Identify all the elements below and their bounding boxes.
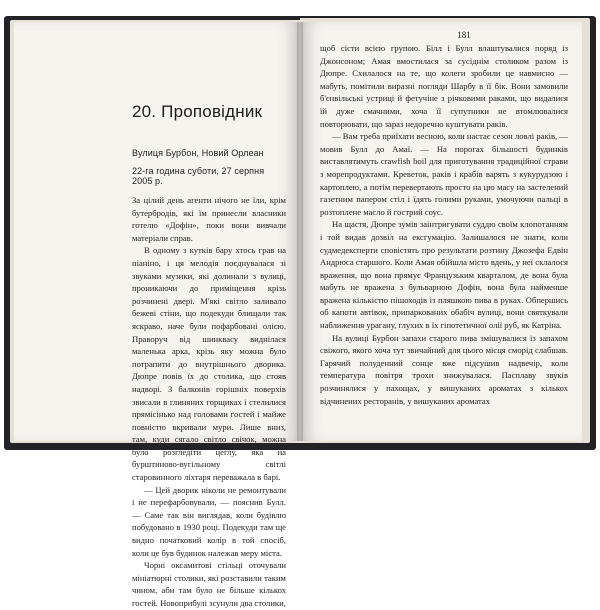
page-number: 181 (457, 30, 471, 40)
paragraph: Чорні оксамитові стільці оточували мініатюрні столики, які розставили таким чином, аби там було не більше кількох гостей. Новоприбулі зсунули два столики, (132, 560, 286, 608)
paragraph: На щастя, Дюпре зумів заінтригувати суддю своїм клопотанням і той видав дозвіл на ексгумацію. Залишалося не знати, коли судмедексперти сповістять про результати розтину Джозефа Едвін Андрюса старшого. Коли Амая обійшла місто вдень, у неї склалося враження, що вона прямує Французьким кварталом, де вона була мабуть не вражена з бульварною Дофін, вона була найменше вражена кількістю пішоходів із пляшкою пива в руках. Обпершись об капоти автівок, припаркованих обабіч вулиці, вони святкували наближення урагану, глухих в їх гіпотетичної олії руб, як Катріна. (320, 219, 568, 331)
paragraph: щоб сісти всією групою. Білл і Булл влаштувалися поряд із Джонсоном; Амая вмостилася за сусіднім столиком разом із Дюпре. Схилалося на те, що колеги зробили це навмисно — мабуть, помітили виразні погляди Шарбу в її бік. Вони замовили б'єнвільські устриці й фетучіне з річковими раками, що видалися їй дуже смачними, хоча її супутники не втомлювалися повторювати, що зараз недоречно куштувати раків. (320, 43, 568, 129)
paragraph: — Цей дворик ніколи не ремонтували і не перефарбовували, — пояснив Булл. — Саме так він виглядав, коли будівлю побудовано в 1930 році. Подекуди там ще видно початковий колір в той спосіб, коли це був будинок належав меру міста. (132, 484, 286, 558)
paragraph: — Вам треба приїхати весною, коли настає сезон ловлі раків, — мовив Булл до Амаї. — На порогах більшості будинків виставлятимуть crawfish boil для приготування традиційної страви з морепродуктами. Креветок, раків і крабів варять з кукурудзою і картоплею, а потім перевертають просто на цю масу на застелений газетним папером стіл і їдять голими руками, умочуючи пальці в розтоплене масло й гострий соус. (320, 131, 568, 217)
chapter-datetime: 22-га година суботи, 27 серпня 2005 р. (132, 166, 265, 186)
paragraph: За цілий день агенти нічого не їли, крім бутербродів, які їм принесли власники готелю «Дофін», поки вони вивчали матеріали справ. (132, 195, 286, 243)
left-page-body (132, 194, 286, 610)
book-spine-fold (297, 22, 303, 441)
right-page (300, 22, 582, 441)
chapter-location: Вулиця Бурбон, Новий Орлеан (132, 148, 264, 158)
paragraph: На вулиці Бурбон запахи старого пива змішувалися із запахом свіжого, якого хоча тут звичайний для цього місця сморід слабшав. Гарячий полуденний сонце вже підсушив надвечір, коли температура повітря трохи знижувалася. Пасплаву звуків розчинялися у пахощах, у вишуканих ароматах з кількох відчинених ресторанів, у вишуканих ароматах (320, 332, 568, 406)
right-page-body (320, 42, 568, 407)
chapter-title: 20. Проповідник (132, 102, 263, 121)
paragraph: В одному з кутків бару хтось грав на піаніно, і ця мелодія поєднувалася зі звуками музики, які долинали з вулиці, проникаючи до приміщення крізь розчинені двері. М'які світло заливало бежеві стіни, що подекуди блищали так яскраво, наче були пофарбовані олією. Праворуч від шинквасу виднілася маленька арка, крізь яку можна було потрапити до внутрішнього дворика. Дюпре повів їх до столика, що стояв надворі. З балконів горішніх поверхів звисали в глиняних горщиках і стелилися прямісінько над головами гостей і майже повністю вкривали мури. Лише вниз, там, куди сягало світло свічок, можна було розгледіти цеглу, яка на бурштиново-вугільному світлі старовинного ліхтаря переважала в барі. (132, 245, 286, 483)
left-page (14, 22, 300, 608)
